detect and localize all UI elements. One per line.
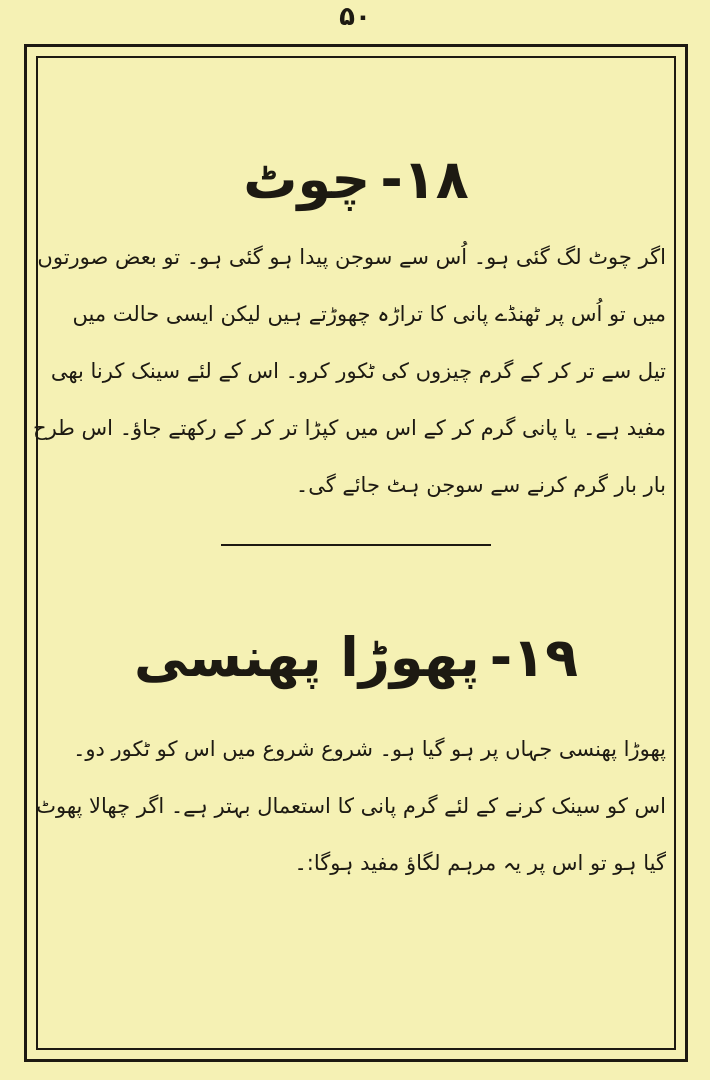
paragraph-line: اس کو سینک کرنے کے لئے گرم پانی کا استعمال بہتر ہے۔ اگر چھالا پھوٹ [36, 793, 666, 818]
paragraph-line: اگر چوٹ لگ گئی ہو۔ اُس سے سوجن پیدا ہو گئی ہو۔ تو بعض صورتوں [37, 244, 666, 269]
section-19-number: ۱۹- [489, 625, 579, 689]
page-number: ۵۰ [339, 2, 371, 32]
section-18-paragraph [33, 243, 666, 500]
section-19-paragraph [36, 735, 666, 878]
section-divider [221, 544, 491, 546]
paragraph-line: بار بار گرم کرنے سے سوجن ہٹ جائے گی۔ [295, 472, 666, 497]
paragraph-line: پھوڑا پھنسی جہاں پر ہو گیا ہو۔ شروع شروع میں اس کو ٹکور دو۔ [73, 736, 666, 761]
page-content [33, 60, 666, 1040]
section-18-title: چوٹ [243, 148, 371, 211]
section-19-heading [46, 626, 666, 691]
paragraph-line: گیا ہو تو اس پر یہ مرہم لگاؤ مفید ہوگا:۔ [294, 850, 666, 875]
section-18-number: ۱۸- [380, 148, 469, 211]
section-19-title: پھوڑا پھنسی [133, 625, 480, 689]
paragraph-line: مفید ہے۔ یا پانی گرم کر کے اس میں کپڑا تر کر کے رکھتے جاؤ۔ اس طرح [33, 415, 666, 440]
paragraph-line: میں تو اُس پر ٹھنڈے پانی کا تراڑہ چھوڑتے ہیں لیکن ایسی حالت میں [72, 301, 666, 326]
section-18-heading [46, 148, 666, 213]
paragraph-line: تیل سے تر کر کے گرم چیزوں کی ٹکور کرو۔ اس کے لئے سینک کرنا بھی [50, 358, 666, 383]
